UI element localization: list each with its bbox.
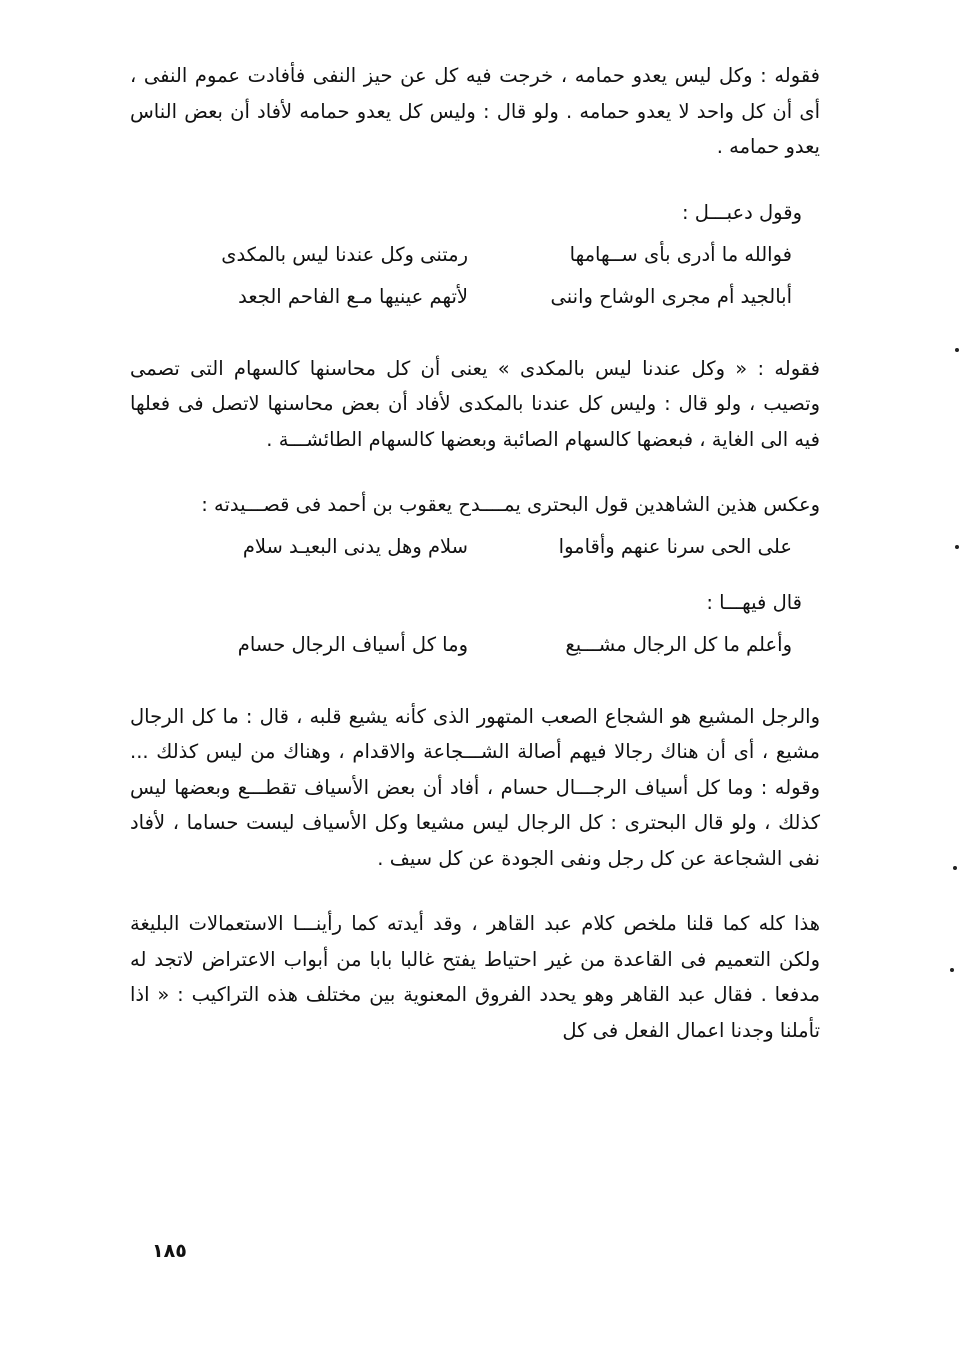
paragraph-1: فقوله : وكل ليس يعدو حمامه ، خرجت فيه كل عن حيز النفى فأفادت عموم النفى ، أى أن كل واحد لا يعدو حمامه . ولو قال : وليس كل يعدو حمامه لأفاد أن بعض الناس يعدو حمامه . bbox=[130, 64, 820, 158]
paragraph-5: هذا كله كما قلنا ملخص كلام عبد القاهر ، وقد أيدته كما رأينـــا الاستعمالات البليغة ولكن التعميم فى القاعدة من غير احتياط يفتح غالبا بابا من أبواب الاعتراض لاتجد له مدفعا . فقال عبد القاهر وهو يحدد الفروق المعنوية بين مختلف هذه التراكيب : « اذا تأملنا وجدنا اعمال الفعل فى كل bbox=[130, 912, 820, 1042]
verse-2-second-hemistich: لأتهم عينيها مـع الفاحم الجعد bbox=[238, 284, 468, 308]
heading-dibil: وقول دعبـــل : bbox=[681, 200, 802, 224]
paragraph-3: وعكس هذين الشاهدين قول البحترى يمــــدح يعقوب بن أحمد فى قصـــيدته : bbox=[201, 493, 820, 516]
verse-3-first-hemistich: على الحى سرنا عنهم وأقاموا bbox=[558, 534, 792, 558]
verse-3-second-hemistich: سلام وهل يدنى البعيـد سلام bbox=[242, 534, 468, 558]
verse-4 bbox=[130, 627, 820, 663]
paragraph-2: فقوله : « وكل عندنا ليس بالمكدى » يعنى أن كل محاسنها كالسهام التى تصمى وتصيب ، ولو قال : وليس كل عندنا بالمكدى لأفاد أن بعض محاسنها لاتصل فى فعلها فيه الى الغاية ، فبعضها كالسهام الصائبة وبعضها كالسهام الطائشـــة . bbox=[130, 356, 820, 451]
verse-3 bbox=[130, 529, 820, 565]
verse-1-first-hemistich: فوالله ما أدرى بأى ســهامها bbox=[569, 242, 792, 266]
verse-4-first-hemistich: وأعلم ما كل الرجال مشـــيع bbox=[565, 632, 792, 656]
verse-2 bbox=[130, 279, 820, 315]
verse-2-first-hemistich: أبالجيد أم مجرى الوشاح واننى bbox=[550, 284, 792, 308]
margin-speck bbox=[955, 545, 959, 549]
page-number: ١٨٥ bbox=[152, 1240, 187, 1262]
verse-1-second-hemistich: رمتنى وكل عندنا ليس بالمكدى bbox=[221, 242, 468, 266]
verse-1 bbox=[130, 237, 820, 273]
verse-4-second-hemistich: وما كل أسياف الرجال حسام bbox=[237, 632, 468, 656]
margin-speck bbox=[953, 866, 957, 870]
margin-speck bbox=[950, 968, 954, 972]
paragraph-4: والرجل المشيع هو الشجاع الصعب المتهور الذى كأنه يشيع قلبه ، قال : ما كل الرجال مشيع ، أى أن هناك رجالا فيهم أصالة الشـــجاعة والاقدام ، وهناك من ليس كذلك ... وقوله : وما كل أسياف الرجـــال حسام ، أفاد أن بعض الأسياف تقطـــع وبعضها ليس كذلك ، ولو قال البحترى : كل الرجال ليس مشيعا وكل الأسياف ليست حساما ، لأفاد نفى الشجاعة عن كل رجل ونفى الجودة عن كل سيف . bbox=[130, 704, 820, 870]
margin-speck bbox=[955, 348, 959, 352]
heading-qala-fiha: قال فيهـــا : bbox=[706, 590, 802, 614]
page-body bbox=[130, 58, 820, 1048]
